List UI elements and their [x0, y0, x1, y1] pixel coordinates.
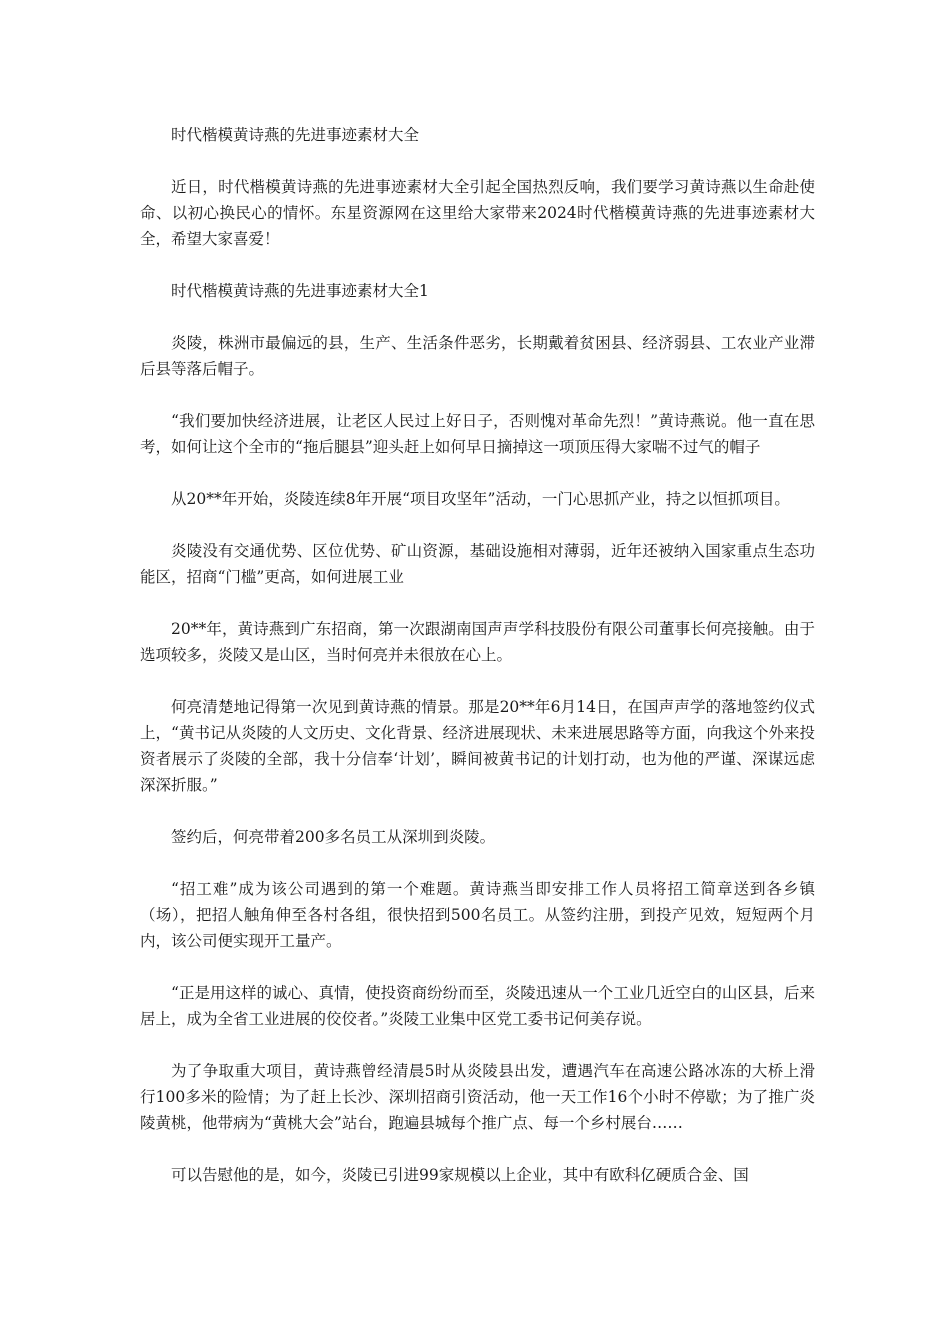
body-paragraph-4: 炎陵没有交通优势、区位优势、矿山资源，基础设施相对薄弱，近年还被纳入国家重点生态功能区，招商“门槛”更高，如何进展工业 [140, 542, 815, 586]
section-title: 时代楷模黄诗燕的先进事迹素材大全1 [171, 282, 429, 300]
body-paragraph-10: 为了争取重大项目，黄诗燕曾经清晨5时从炎陵县出发，遭遇汽车在高速公路冰冻的大桥上滑行100多米的险情；为了赶上长沙、深圳招商引资活动，他一天工作16个小时不停歇；为了推广炎陵黄桃，他带病为“黄桃大会”站台，跑遍县城每个推广点、每一个乡村展台…… [140, 1062, 815, 1132]
body-paragraph-6: 何亮清楚地记得第一次见到黄诗燕的情景。那是20**年6月14日，在国声声学的落地签约仪式上，“黄书记从炎陵的人文历史、文化背景、经济进展现状、未来进展思路等方面，向我这个外来投资者展示了炎陵的全部，我十分信奉‘计划’，瞬间被黄书记的计划打动，也为他的严谨、深谋远虑深深折服。” [140, 698, 815, 794]
body-paragraph-7: 签约后，何亮带着200多名员工从深圳到炎陵。 [171, 828, 496, 846]
body-paragraph-2: “我们要加快经济进展，让老区人民过上好日子，否则愧对革命先烈！”黄诗燕说。他一直在思考，如何让这个全市的“拖后腿县”迎头赶上如何早日摘掉这一项顶压得大家喘不过气的帽子 [140, 412, 815, 456]
body-paragraph-8: “招工难”成为该公司遇到的第一个难题。黄诗燕当即安排工作人员将招工简章送到各乡镇（场），把招人触角伸至各村各组，很快招到500名员工。从签约注册，到投产见效，短短两个月内，该公司便实现开工量产。 [140, 880, 815, 950]
document-body [140, 122, 815, 1214]
body-paragraph-1: 炎陵，株洲市最偏远的县，生产、生活条件恶劣，长期戴着贫困县、经济弱县、工农业产业滞后县等落后帽子。 [140, 334, 815, 378]
intro-paragraph: 近日，时代楷模黄诗燕的先进事迹素材大全引起全国热烈反响，我们要学习黄诗燕以生命赴使命、以初心换民心的情怀。东星资源网在这里给大家带来2024时代楷模黄诗燕的先进事迹素材大全，希望大家喜爱！ [140, 178, 815, 248]
body-paragraph-9: “正是用这样的诚心、真情，使投资商纷纷而至，炎陵迅速从一个工业几近空白的山区县，后来居上，成为全省工业进展的佼佼者。”炎陵工业集中区党工委书记何美存说。 [140, 984, 815, 1028]
body-paragraph-3: 从20**年开始，炎陵连续8年开展“项目攻坚年”活动，一门心思抓产业，持之以恒抓项目。 [171, 490, 790, 508]
body-paragraph-11: 可以告慰他的是，如今，炎陵已引进99家规模以上企业，其中有欧科亿硬质合金、国 [171, 1166, 749, 1184]
body-paragraph-5: 20**年，黄诗燕到广东招商，第一次跟湖南国声声学科技股份有限公司董事长何亮接触。由于选项较多，炎陵又是山区，当时何亮并未很放在心上。 [140, 620, 815, 664]
document-title: 时代楷模黄诗燕的先进事迹素材大全 [171, 126, 420, 144]
